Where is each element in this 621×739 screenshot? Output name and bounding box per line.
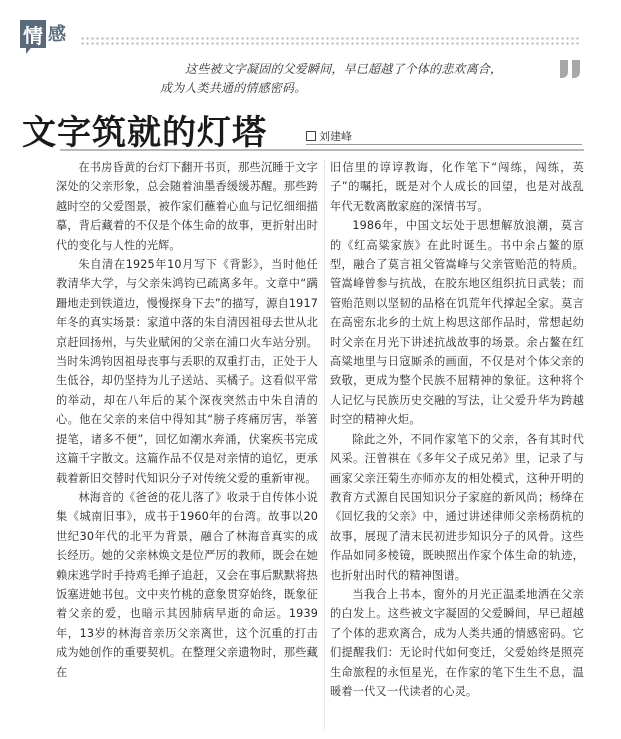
paragraph: 林海音的《爸爸的花儿落了》收录于自传体小说集《城南旧事》，成书于1960年的台湾。故事以20世纪30年代的北平为背景，融合了林海音真实的成长经历。她的父亲林焕文是位严厉的教师，既会在她赖床逃学时手持鸡毛掸子追赶，又会在事后默默将热饭塞进她书包。文中夹竹桃的意象贯穿始终，既象征着父亲的爱，也暗示其因肺病早逝的命运。1939年，13岁的林海音亲历父亲离世，这个沉重的打击成为她创作的重要契机。在整理父亲遗物时，那些藏在 bbox=[56, 490, 318, 679]
section-tag-rest: 感 bbox=[48, 24, 66, 45]
tab-pointer-icon bbox=[26, 44, 34, 54]
dotted-band bbox=[80, 36, 580, 46]
paragraph: 1986年，中国文坛处于思想解放浪潮，莫言的《红高粱家族》在此时诞生。书中余占鳌的原型，融合了莫言祖父管嵩峰与父亲管贻范的特质。管嵩峰曾参与抗战，在胶东地区组织抗日武装；而管贻范则以坚韧的品格在饥荒年代撑起全家。莫言在高密东北乡的土炕上构思这部作品时，常想起幼时父亲在月光下讲述抗战故事的场景。余占鳌在红高粱地里与日寇厮杀的画面，不仅是对个体父亲的致敬，更成为整个民族不屈精神的象征。这种将个人记忆与民族历史交融的写法，让父爱升华为跨越时空的精神火炬。 bbox=[330, 219, 584, 427]
lead-quote bbox=[160, 60, 545, 98]
left-column bbox=[56, 158, 318, 682]
lead-line-2: 成为人类共通的情感密码。 bbox=[160, 81, 307, 95]
byline bbox=[306, 128, 352, 144]
right-column bbox=[330, 158, 584, 701]
article-title: 文字筑就的灯塔 bbox=[22, 113, 267, 153]
column-divider bbox=[324, 160, 325, 730]
section-tab bbox=[20, 16, 66, 48]
paragraph: 除此之外，不同作家笔下的父亲，各有其时代风采。汪曾祺在《多年父子成兄弟》里，记录了与画家父亲汪菊生亦师亦友的相处模式，这种开明的教育方式源自民国知识分子家庭的新风尚；杨绛在《回忆我的父亲》中，通过讲述律师父亲杨荫杭的故事，展现了清末民初进步知识分子的风骨。这些作品如同多棱镜，既映照出作家个体生命的轨迹，也折射出时代的精神图谱。 bbox=[330, 432, 584, 582]
lead-line-1: 这些被文字凝固的父爱瞬间，早已超越了个体的悲欢离合， bbox=[185, 62, 503, 76]
paragraph-continuation: 旧信里的谆谆教诲，化作笔下“闯练，闯练，英子”的嘱托，既是对个人成长的回望，也是对战乱年代无数离散家庭的深情书写。 bbox=[330, 161, 584, 213]
byline-box-icon bbox=[306, 131, 316, 141]
paragraph: 朱自清在1925年10月写下《背影》，当时他任教清华大学，与父亲朱鸿钧已疏离多年。文章中“蹒跚地走到铁道边，慢慢探身下去”的描写，源自1917年冬的真实场景：家道中落的朱自清因祖母去世从北京赶回扬州，与失业赋闲的父亲在浦口火车站分别。当时朱鸿钧因祖母丧事与丢职的双重打击，正处于人生低谷，却仍坚持为儿子送站、买橘子。这看似平常的举动，却在八年后的某个深夜突然击中朱自清的心。他在父亲的来信中得知其“膀子疼痛厉害，举箸提笔，诸多不便”，回忆如潮水奔涌，伏案疾书完成这篇千字散文。这篇作品不仅是对亲情的追忆，更承载着新旧交替时代知识分子对传统父爱的重新审视。 bbox=[56, 258, 318, 485]
paragraph: 在书房昏黄的台灯下翻开书页，那些沉睡于文字深处的父亲形象，总会随着油墨香缓缓苏醒。那些跨越时空的父爱图景，被作家们蘸着心血与记忆细细描摹，背后藏着的不仅是个体生命的故事，更折射出时代的变化与人性的光辉。 bbox=[56, 161, 318, 252]
section-tag-first: 情 bbox=[20, 20, 46, 48]
header-strip bbox=[0, 0, 621, 52]
quote-mark-icon bbox=[560, 60, 580, 78]
byline-rule bbox=[306, 144, 582, 145]
title-rule bbox=[60, 149, 584, 151]
author-name: 刘建峰 bbox=[319, 130, 352, 143]
paragraph: 当我合上书本，窗外的月光正温柔地洒在父亲的白发上。这些被文字凝固的父爱瞬间，早已超越了个体的悲欢离合，成为人类共通的情感密码。它们提醒我们：无论时代如何变迁，父爱始终是照亮生命旅程的永恒星光，在作家的笔下生生不息，温暖着一代又一代读者的心灵。 bbox=[330, 587, 584, 698]
